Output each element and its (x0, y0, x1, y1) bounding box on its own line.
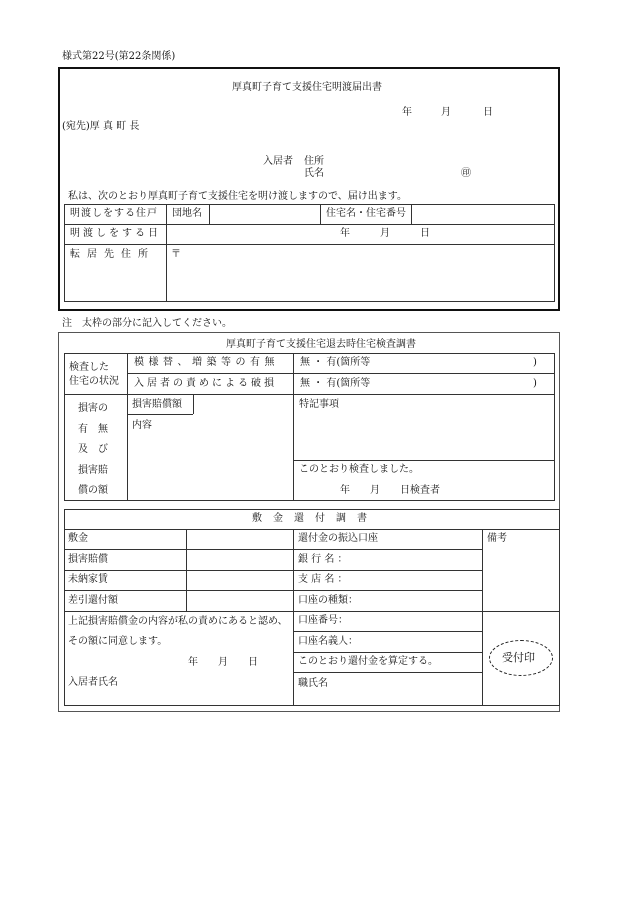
account-number-field[interactable]: 口座番号： (298, 615, 348, 626)
consent-text-1: 上記損害賠償金の内容が私の責めにあると認め、 (68, 616, 288, 627)
alteration-close: ) (533, 357, 537, 368)
alteration-value[interactable]: 無 ・ 有(箇所等 (300, 357, 371, 368)
damage-col-label-4: 損害賠 (78, 465, 108, 476)
note-text: 注 太枠の部分に記入してください。 (62, 318, 232, 329)
consent-date[interactable]: 年 月 日 (188, 657, 258, 668)
bank-account-header: 還付金の振込口座 (298, 533, 378, 544)
notice-title: 厚真町子育て支援住宅明渡届出書 (232, 82, 382, 93)
house-number-field[interactable] (414, 208, 550, 222)
complex-label: 団地名 (172, 208, 202, 219)
damage-col-label-1: 損害の (78, 403, 108, 414)
move-out-date-label: 明渡しをする日 (70, 228, 161, 239)
date-day-label: 日 (483, 107, 493, 118)
date-year-label: 年 (402, 107, 412, 118)
status-label-1: 検査した (69, 362, 109, 373)
reception-stamp-label: 受付印 (502, 651, 535, 664)
complex-name-field[interactable] (212, 208, 316, 222)
compensation-label: 損害賠償額 (132, 399, 182, 410)
move-out-date-field[interactable]: 年 月 日 (340, 228, 430, 239)
inspector-line: 年 月 日検査者 (340, 485, 440, 496)
damage-col-label-2: 有 無 (78, 424, 108, 435)
resident-label: 入居者 (263, 156, 293, 167)
address-label: 住所 (304, 156, 324, 167)
refund-remarks-label: 備考 (487, 533, 507, 544)
form-number: 様式第22号(第22条関係) (62, 51, 176, 62)
refund-row-label-net-refund: 差引還付額 (68, 595, 118, 606)
forwarding-address-label: 転居先住所 (70, 249, 155, 260)
damage-label: 入居者の責めによる破損 (134, 378, 277, 389)
seal-mark: ㊞ (461, 168, 471, 179)
officer-name-label: 職氏名 (298, 678, 328, 689)
name-label: 氏名 (304, 168, 324, 179)
account-type-field[interactable]: 口座の種類： (298, 595, 358, 606)
damage-col-label-3: 及 び (78, 444, 108, 455)
refund-calc-text: このとおり還付金を算定する。 (298, 656, 438, 667)
content-label: 内容 (132, 420, 152, 431)
damage-close: ) (533, 378, 537, 389)
resident-name-label: 入居者氏名 (68, 677, 118, 688)
damage-col-label-5: 償の額 (78, 485, 108, 496)
bank-name-field[interactable]: 銀 行 名 ： (298, 554, 348, 565)
alteration-label: 模様替、増築等の有無 (134, 357, 279, 368)
refund-row-label-unpaid-rent: 未納家賃 (68, 574, 108, 585)
inspection-confirm-text: このとおり検査しました。 (299, 464, 419, 475)
refund-row-label-compensation: 損害賠償 (68, 554, 108, 565)
postal-mark: 〒 (171, 249, 181, 260)
consent-text-2: その額に同意します。 (68, 636, 168, 647)
date-month-label: 月 (441, 107, 451, 118)
refund-row-label-deposit: 敷金 (68, 533, 88, 544)
remarks-label: 特記事項 (299, 399, 339, 410)
dwelling-label: 明渡しをする住戸 (70, 208, 158, 219)
status-label-2: 住宅の状況 (69, 376, 119, 387)
account-holder-field[interactable]: 口座名義人： (298, 636, 358, 647)
house-label: 住宅名・住宅番号 (326, 208, 406, 219)
inspection-title: 厚真町子育て支援住宅退去時住宅検査調書 (226, 339, 416, 350)
addressee: (宛先)厚 真 町 長 (62, 121, 140, 132)
statement-text: 私は、次のとおり厚真町子育て支援住宅を明け渡しますので、届け出ます。 (68, 191, 407, 202)
branch-name-field[interactable]: 支 店 名 ： (298, 574, 348, 585)
refund-title: 敷金還付調書 (252, 513, 378, 524)
damage-value[interactable]: 無 ・ 有(箇所等 (300, 378, 371, 389)
